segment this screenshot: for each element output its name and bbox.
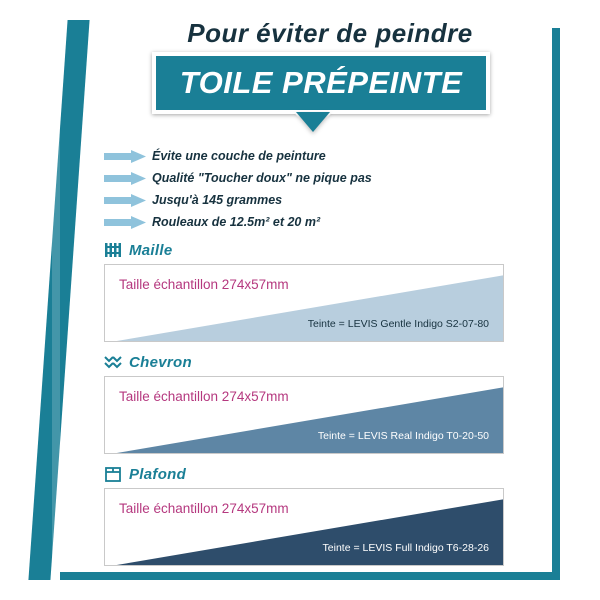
bullet-label: Qualité "Toucher doux" ne pique pas bbox=[152, 171, 372, 185]
bullet-list bbox=[104, 146, 524, 234]
banner-title: TOILE PRÉPEINTE bbox=[179, 65, 463, 100]
section-header bbox=[104, 464, 504, 484]
bullet-label: Jusqu'à 145 grammes bbox=[152, 193, 283, 207]
sample-size-label: Taille échantillon 274x57mm bbox=[119, 501, 289, 516]
sample-swatch bbox=[104, 376, 504, 454]
arrow-right-icon bbox=[104, 150, 146, 163]
sample-teinte-label: Teinte = LEVIS Gentle Indigo S2-07-80 bbox=[307, 318, 489, 330]
sample-teinte-label: Teinte = LEVIS Full Indigo T6-28-26 bbox=[322, 542, 489, 554]
section-maille bbox=[104, 240, 504, 342]
maille-grid-icon bbox=[104, 241, 122, 259]
sample-size-label: Taille échantillon 274x57mm bbox=[119, 277, 289, 292]
sample-size-label: Taille échantillon 274x57mm bbox=[119, 389, 289, 404]
section-chevron bbox=[104, 352, 504, 454]
section-title: Plafond bbox=[129, 465, 187, 483]
frame-right-bar bbox=[552, 28, 560, 576]
frame-bottom-bar bbox=[60, 572, 560, 580]
list-item bbox=[104, 212, 524, 232]
bullet-label: Évite une couche de peinture bbox=[152, 149, 326, 163]
sample-teinte-label: Teinte = LEVIS Real Indigo T0-20-50 bbox=[317, 430, 489, 442]
list-item bbox=[104, 146, 524, 166]
arrow-right-icon bbox=[104, 216, 146, 229]
bullet-label: Rouleaux de 12.5m² et 20 m² bbox=[152, 215, 321, 229]
page-title: Pour éviter de peindre bbox=[187, 18, 473, 48]
arrow-right-icon bbox=[104, 172, 146, 185]
sample-swatch bbox=[104, 488, 504, 566]
list-item bbox=[104, 190, 524, 210]
frame-left-highlight bbox=[52, 36, 60, 566]
section-title: Maille bbox=[129, 241, 173, 259]
sample-swatch bbox=[104, 264, 504, 342]
banner bbox=[152, 52, 490, 114]
banner-tail bbox=[296, 112, 330, 132]
chevron-pattern-icon bbox=[104, 353, 122, 371]
section-header bbox=[104, 352, 504, 372]
arrow-right-icon bbox=[104, 194, 146, 207]
section-header bbox=[104, 240, 504, 260]
section-plafond bbox=[104, 464, 504, 566]
list-item bbox=[104, 168, 524, 188]
plafond-square-icon bbox=[104, 465, 122, 483]
section-title: Chevron bbox=[129, 353, 192, 371]
